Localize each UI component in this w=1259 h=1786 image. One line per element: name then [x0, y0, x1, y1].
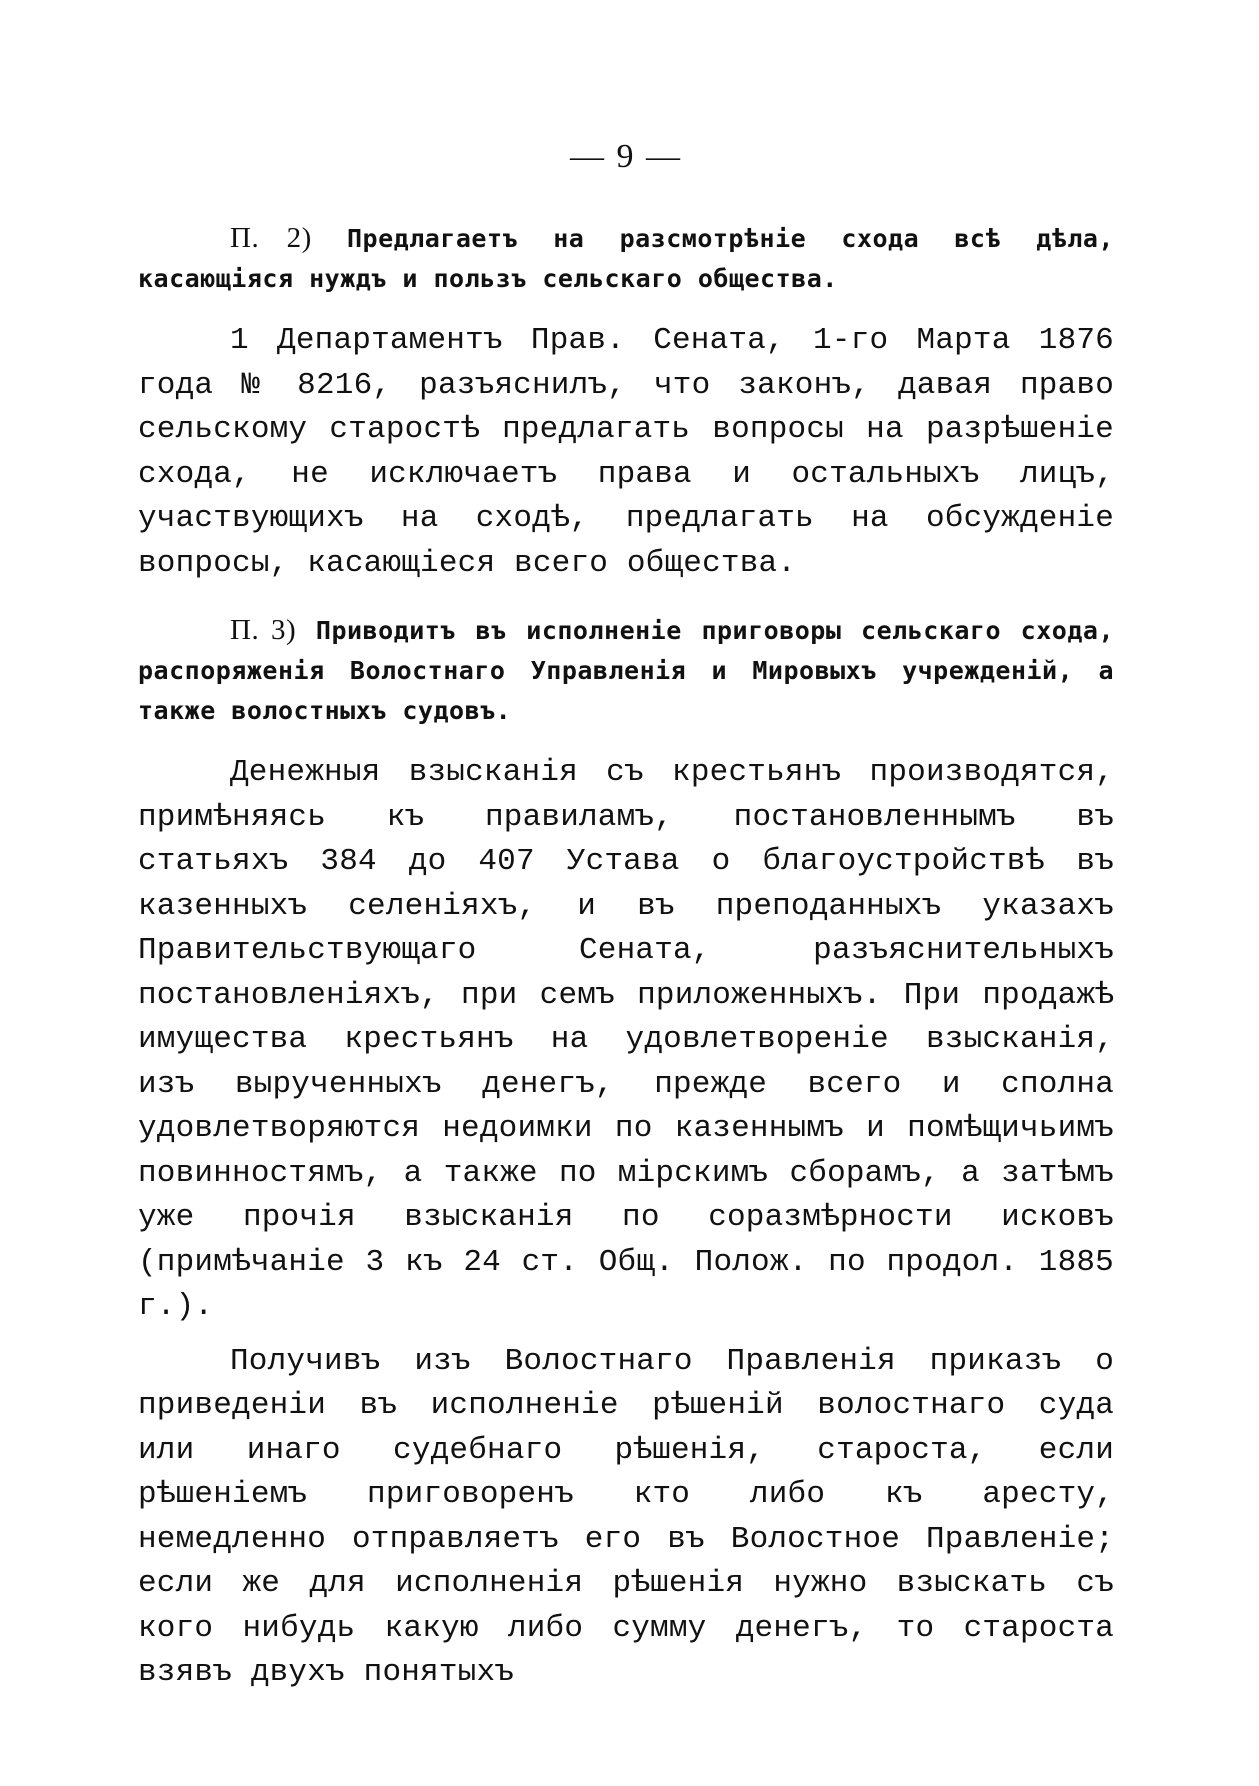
- commentary-paragraph-3b: Получивъ изъ Волостнаго Правленія приказъ о приведеніи въ исполненіе рѣшеній волостнаго суда или инаго судебнаго рѣшенія, староста, если рѣшеніемъ приговоренъ кто либо къ аресту, немедленно отправляетъ его въ Волостное Правленіе; если же для исполненія рѣшенія нужно взыскать съ кого нибудь какую либо сумму денегъ, то староста взявъ двухъ понятыхъ: [138, 1343, 1114, 1690]
- commentary-paragraph-2: 1 Департаментъ Прав. Сената, 1-го Марта 1876 года № 8216, разъяснилъ, что законъ, давая право сельскому старостѣ предлагать вопросы на разрѣшеніе схода, не исключаетъ права и остальныхъ лицъ, участвующихъ на сходѣ, предлагать на обсужденіе вопросы, касающіеся всего общества.: [138, 323, 1114, 581]
- rule-label-3: П. 3): [230, 614, 297, 646]
- commentary-paragraph-3a: Денежныя взысканія съ крестьянъ производятся, примѣняясь къ правиламъ, постановленнымъ въ статьяхъ 384 до 407 Устава о благоустройствѣ въ казенныхъ селеніяхъ, и въ преподанныхъ указахъ Правительствующаго Сената, разъяснительныхъ постановленіяхъ, при семъ приложенныхъ. При продажѣ имущества крестьянъ на удовлетвореніе взысканія, изъ вырученныхъ денегъ, прежде всего и сполна удовлетворяются недоимки по казеннымъ и помѣщичьимъ повинностямъ, а также по мірскимъ сборамъ, а затѣмъ уже прочія взысканія по соразмѣрности исковъ (примѣчаніе 3 къ 24 ст. Общ. Полож. по продол. 1885 г.).: [138, 755, 1114, 1324]
- rule-label-2: П. 2): [230, 222, 312, 254]
- rule-text-2: Предлагаетъ на разсмотрѣніе схода всѣ дѣла, касающіяся нуждъ и пользъ сельскаго общества.: [138, 224, 1114, 293]
- page-number: — 9 —: [570, 138, 682, 175]
- rule-paragraph-2: [138, 218, 1114, 299]
- rule-paragraph-3: [138, 610, 1114, 731]
- rule-text-3: Приводитъ въ исполненіе приговоры сельскаго схода, распоряженія Волостнаго Управленія и Мировыхъ учрежденій, а также волостныхъ судовъ.: [138, 616, 1114, 725]
